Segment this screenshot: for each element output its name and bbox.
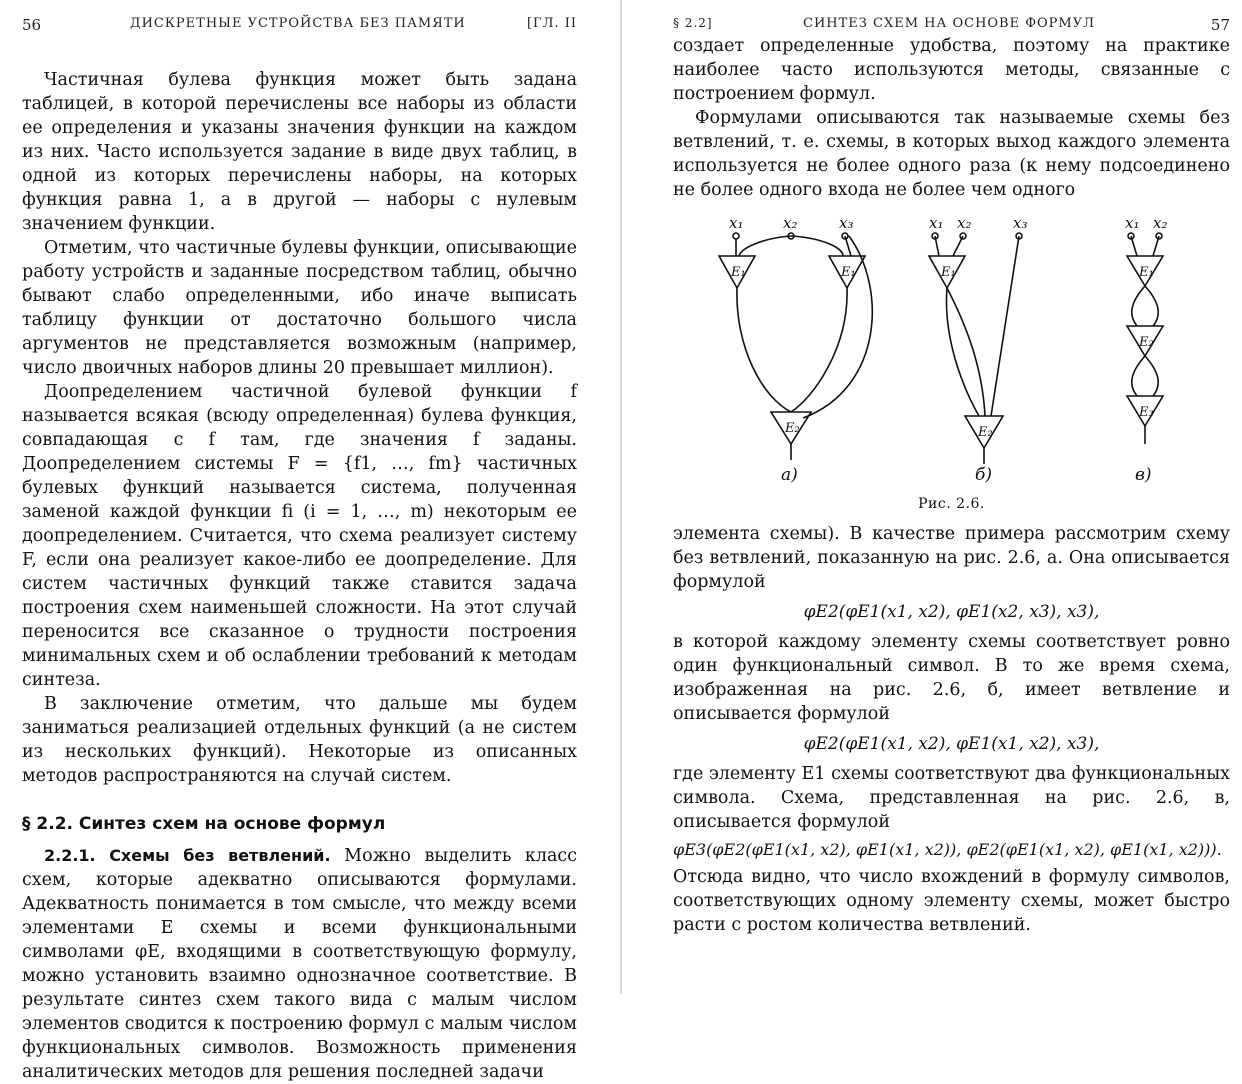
subsection-text: Можно выделить класс схем, которые адекватно описываются формулами. Адекватность понимается в том смысле, что между всеми элементами E схемы и всеми функциональными символами φE, входящими в соответствующую формулу, можно установить взаимно однозначное соответствие. В результате синтез схем такого вида с малым числом элементов сводится к построению формул с малым числом функциональных символов. Возможность применения аналитических методов для решения последней задачи bbox=[22, 846, 578, 1082]
panel-label-a: а) bbox=[781, 465, 798, 485]
circuit-diagrams bbox=[673, 208, 1233, 494]
label-a-x1: x₁ bbox=[729, 214, 744, 232]
label-c-x1: x₁ bbox=[1125, 214, 1140, 232]
left-running-head bbox=[22, 0, 577, 34]
formula-c: φE3(φE2(φE1(x1, x2), φE1(x1, x2)), φE2(φE1(x1, x2), φE1(x1, x2))). bbox=[673, 840, 1222, 859]
paragraph-branchless: Формулами описываются так называемые схемы без ветвлений, т. е. схемы, в которых выход каждого элемента используется не более одного раза (к нему подсоединено не более одного входа не более чем одного bbox=[673, 108, 1230, 200]
panel-label-b: б) bbox=[975, 465, 993, 485]
paragraph-after-b: где элементу E1 схемы соответствуют два функциональных символа. Схема, представленная на рис. 2.6, в, описывается формулой bbox=[673, 764, 1230, 832]
label-a-e2: E₂ bbox=[785, 421, 800, 436]
label-c-e1: E₁ bbox=[1139, 265, 1154, 280]
paragraph: В заключение отметим, что дальше мы будем заниматься реализацией отдельных функций (а не систем из нескольких функций). Некоторые из описанных методов распространяются на случай систем. bbox=[22, 694, 577, 786]
paragraph-after-a: в которой каждому элементу схемы соответствует ровно один функциональный символ. В то же время схема, изображенная на рис. 2.6, б, имеет ветвление и описывается формулой bbox=[673, 632, 1230, 724]
label-b-x1: x₁ bbox=[929, 214, 944, 232]
paragraph-example: элемента схемы). В качестве примера рассмотрим схему без ветвлений, показанную на рис. 2.6, а. Она описывается формулой bbox=[673, 524, 1230, 592]
formula-b: φE2(φE1(x1, x2), φE1(x1, x2), x3), bbox=[803, 734, 1100, 754]
right-running-head bbox=[673, 0, 1230, 34]
left-chapter-ref: [ГЛ. II bbox=[526, 16, 577, 31]
paragraph: Частичная булева функция может быть задана таблицей, в которой перечислены все наборы из области ее определения и указаны значения функции на каждом из них. Часто используется задание в виде двух таблиц, в одной из которых перечислены наборы, на которых функция равна 1, а в другой — наборы с нулевым значением функции. bbox=[22, 70, 577, 234]
section-heading: § 2.2. Синтез схем на основе формул bbox=[22, 814, 386, 834]
left-running-title: ДИСКРЕТНЫЕ УСТРОЙСТВА БЕЗ ПАМЯТИ bbox=[130, 16, 466, 31]
right-page bbox=[621, 0, 1242, 994]
right-section-ref: § 2.2] bbox=[673, 16, 713, 30]
formula-a: φE2(φE1(x1, x2), φE1(x2, x3), x3), bbox=[803, 602, 1100, 622]
label-c-x2: x₂ bbox=[1153, 214, 1168, 232]
panel-label-c: в) bbox=[1135, 465, 1152, 485]
subsection-runin-heading: 2.2.1. Схемы без ветвлений. bbox=[44, 846, 331, 865]
right-page-number: 57 bbox=[1210, 16, 1230, 34]
label-b-e1: E₁ bbox=[941, 265, 956, 280]
figure-caption: Рис. 2.6. bbox=[918, 496, 985, 512]
label-a-x2: x₂ bbox=[783, 214, 798, 232]
label-c-e3: E₃ bbox=[1139, 405, 1154, 420]
label-b-x2: x₂ bbox=[957, 214, 972, 232]
left-page bbox=[0, 0, 621, 1082]
label-a-e1-left: E₁ bbox=[731, 265, 746, 280]
figure-2-6 bbox=[673, 208, 1230, 494]
paragraph-continued: создает определенные удобства, поэтому на практике наиболее часто используются методы, связанные с построением формул. bbox=[673, 36, 1230, 104]
paragraph: Отметим, что частичные булевы функции, описывающие работу устройств и заданные посредством таблиц, обычно бывают слабо определенными, ибо иначе выписать таблицу функции от достаточно большого числа аргументов не представляется возможным (например, число двоичных наборов длины 20 превышает миллион). bbox=[22, 238, 578, 378]
left-page-number: 56 bbox=[22, 16, 42, 34]
paragraph: Доопределением частичной булевой функции f называется всякая (всюду определенная) булева функция, совпадающая с f там, где значения f заданы. Доопределением системы F = {f1, …, fm} частичных булевых функций называется система, полученная заменой каждой функции fi (i = 1, …, m) некоторым ее доопределением. Считается, что схема реализует систему F, если она реализует какое-либо ее доопределение. Для систем частичных функций также ставится задача построения схем наименьшей сложности. На этот случай переносится все сказанное о трудности построения минимальных схем и об ослаблении требований к методам синтеза. bbox=[22, 382, 577, 690]
label-c-e2: E₂ bbox=[1139, 335, 1154, 350]
label-a-x3: x₃ bbox=[839, 214, 854, 232]
label-a-e1-right: E₁ bbox=[841, 265, 856, 280]
label-b-x3: x₃ bbox=[1013, 214, 1028, 232]
label-b-e2: E₂ bbox=[978, 425, 993, 440]
right-running-title: СИНТЕЗ СХЕМ НА ОСНОВЕ ФОРМУЛ bbox=[803, 16, 1095, 31]
paragraph-final: Отсюда видно, что число вхождений в формулу символов, соответствующих одному элементу схемы, может быстро расти с ростом количества ветвлений. bbox=[673, 867, 1230, 935]
subsection-paragraph bbox=[22, 844, 577, 1084]
